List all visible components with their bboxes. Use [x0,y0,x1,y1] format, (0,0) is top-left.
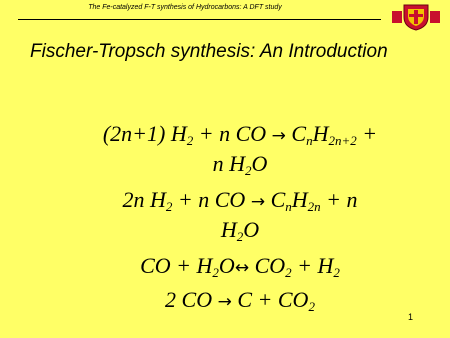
header-running-title: The Fe-catalyzed F-T synthesis of Hydrocarbons: A DFT study [88,4,282,11]
equation-1-line-1: (2n+1) $H_2 + n$ CO → $C_nH_{2n+2}$ + [102,121,378,148]
equation-2 [90,186,390,244]
equation-2-line-1: 2n $H_2 + n$ CO → $C_nH_{2n} + n$ [122,187,358,214]
double-arrow-icon: ↔ [234,258,250,278]
header-rule [18,19,381,20]
equation-2-line-2: $H_2O$ [220,217,260,244]
equation-4: 2 CO → $C + CO_2$ [165,287,315,314]
slide-title: Fischer-Tropsch synthesis: An Introduction [30,41,388,62]
right-arrow-icon: → [217,292,232,312]
right-arrow-icon: → [271,126,286,146]
right-arrow-icon: → [250,192,266,212]
equation-1-line-2: n $H_2O$ [212,151,268,178]
university-crest-icon [388,2,444,32]
equation-1 [90,120,390,178]
equation-3: CO + $H_2O\leftrightarrow$ $CO_2 + H_2$ [140,253,340,280]
page-number: 1 [408,312,414,322]
